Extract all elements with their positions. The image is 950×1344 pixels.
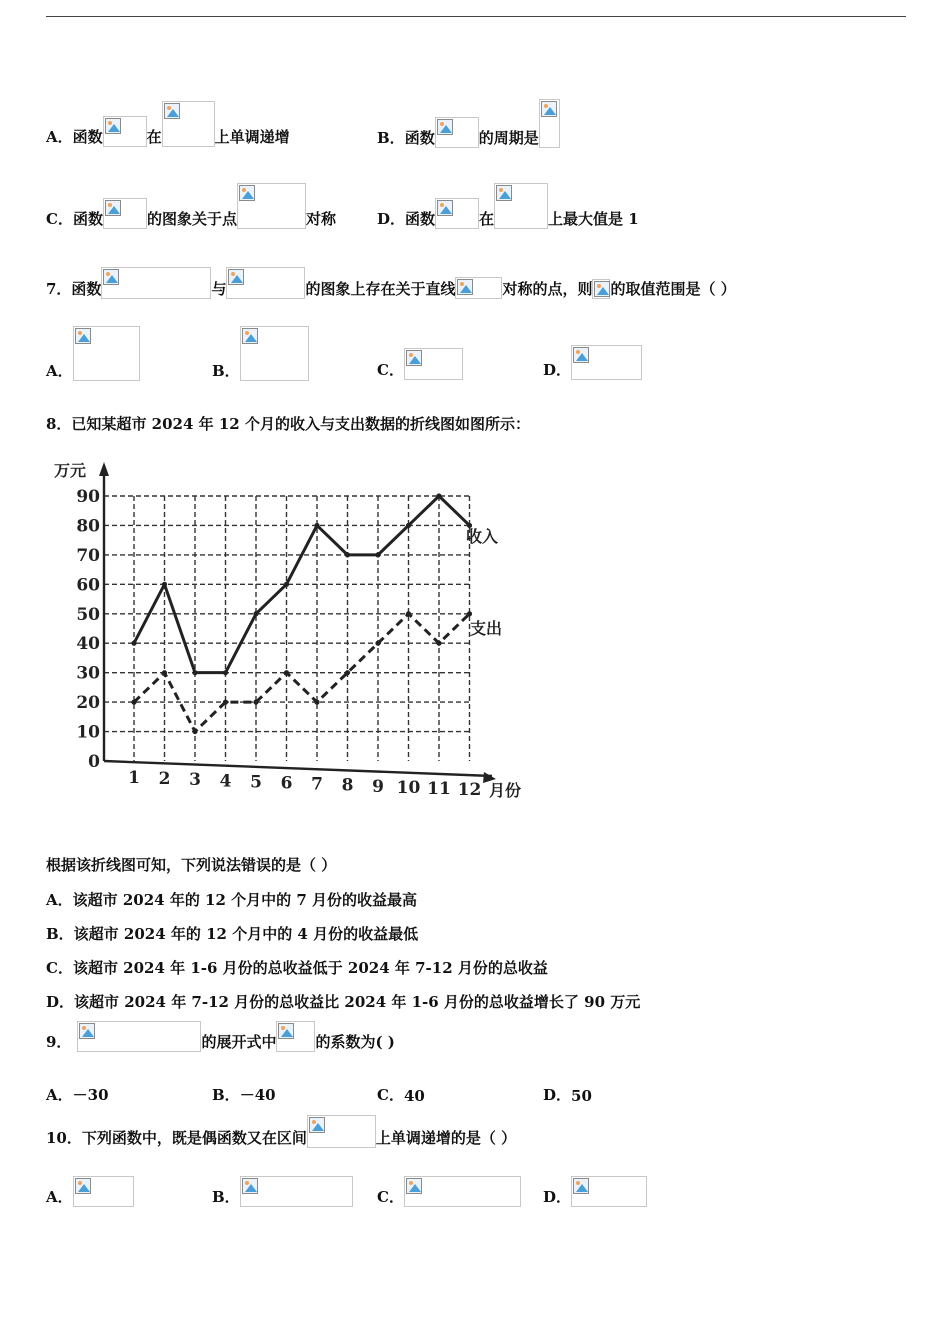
data-point — [162, 582, 167, 587]
data-point — [131, 641, 136, 646]
data-point — [314, 700, 319, 705]
q6-a-text-2: 在 — [146, 128, 162, 146]
y-tick-label: 30 — [76, 663, 100, 684]
x-tick-label: 1 — [128, 768, 140, 788]
x-tick-label: 2 — [158, 769, 171, 790]
x-tick-label: 11 — [427, 779, 451, 799]
q10-option-c — [377, 1176, 521, 1207]
q9-option-c — [377, 1084, 425, 1105]
q9-option-a — [46, 1084, 109, 1105]
formula-image-icon — [226, 267, 305, 299]
q6-a-text-1: 函数 — [72, 128, 103, 146]
data-point — [253, 700, 258, 705]
q9-b-label: B． — [212, 1086, 240, 1104]
q8-stem-text: 8．已知某超市 2024 年 12 个月的收入与支出数据的折线图如图所示： — [46, 415, 530, 433]
formula-image-icon — [404, 348, 463, 380]
x-tick-label: 6 — [280, 773, 293, 794]
q9-d-label: D． — [543, 1086, 572, 1104]
q9-stem — [46, 1021, 395, 1052]
formula-image-icon — [240, 1176, 353, 1207]
q6-c-text-2: 的图象关于点 — [146, 210, 237, 228]
q9-option-d — [543, 1084, 592, 1105]
formula-image-icon — [73, 326, 140, 381]
q10-text-2: 上单调递增的是（ ） — [375, 1129, 517, 1147]
formula-image-icon — [494, 183, 548, 229]
data-point — [284, 582, 289, 587]
q8-option-a-text: A．该超市 2024 年的 12 个月中的 7 月份的收益最高 — [46, 891, 418, 909]
data-point — [223, 700, 228, 705]
series-label: 支出 — [470, 619, 503, 638]
formula-image-icon — [103, 116, 147, 147]
q9-number: 9． — [46, 1033, 72, 1051]
q10-d-label: D． — [543, 1188, 572, 1206]
x-tick-label: 7 — [311, 774, 323, 795]
q6-c-text-3: 对称 — [305, 210, 336, 228]
q6-a-text-3: 上单调递增 — [214, 128, 290, 146]
q9-text-1: 的展开式中 — [201, 1033, 277, 1051]
data-point — [314, 523, 319, 528]
q6-a-label: A． — [46, 128, 73, 146]
q7-a-label: A． — [46, 362, 73, 380]
formula-image-icon — [455, 277, 502, 299]
formula-image-icon — [101, 267, 211, 299]
y-tick-label: 80 — [76, 516, 100, 537]
q6-option-d — [377, 183, 639, 229]
q8-option-b — [46, 923, 418, 944]
q9-option-b — [212, 1084, 276, 1105]
q6-option-a — [46, 101, 290, 147]
q10-c-label: C． — [377, 1188, 404, 1206]
y-tick-label: 70 — [76, 545, 100, 566]
q8-question-text: 根据该折线图可知，下列说法错误的是（ ） — [46, 856, 337, 874]
data-point — [253, 611, 258, 616]
formula-image-icon — [77, 1021, 201, 1052]
q8-stem — [46, 413, 530, 434]
q10-a-label: A． — [46, 1188, 73, 1206]
q9-a-label: A． — [46, 1086, 73, 1104]
q10-option-a — [46, 1176, 134, 1207]
q8-option-c-text: C．该超市 2024 年 1-6 月份的总收益低于 2024 年 7-12 月份的总收益 — [46, 959, 548, 977]
data-point — [467, 611, 472, 616]
q6-option-b — [377, 99, 560, 148]
data-point — [192, 729, 197, 734]
q10-option-d — [543, 1176, 647, 1207]
formula-image-icon — [237, 183, 306, 229]
formula-image-icon — [73, 1176, 134, 1207]
q9-b-value: －40 — [239, 1086, 276, 1104]
x-tick-label: 4 — [219, 771, 232, 792]
y-axis-arrow — [99, 462, 109, 476]
q7-text-4: 对称的点，则 — [502, 280, 593, 298]
q8-question — [46, 854, 336, 875]
y-tick-label: 90 — [76, 487, 100, 507]
formula-image-icon — [435, 198, 479, 229]
data-point — [131, 700, 136, 705]
q7-option-c — [377, 348, 463, 380]
q6-b-label: B． — [377, 129, 405, 147]
formula-image-icon — [539, 99, 560, 148]
q7-option-b — [212, 326, 309, 381]
header-rule — [46, 16, 906, 17]
q7-b-label: B． — [212, 362, 240, 380]
data-point — [436, 493, 441, 498]
y-tick-label: 20 — [76, 693, 100, 714]
data-point — [345, 552, 350, 557]
q8-option-d-text: D．该超市 2024 年 7-12 月份的总收益比 2024 年 1-6 月份的总收益增长了 90 万元 — [46, 993, 641, 1011]
formula-image-icon — [276, 1021, 315, 1052]
q6-option-c — [46, 183, 336, 229]
q10-text-1: 10．下列函数中，既是偶函数又在区间 — [46, 1129, 307, 1147]
income-expense-line-chart — [52, 456, 542, 811]
q6-c-text-1: 函数 — [72, 210, 103, 228]
data-point — [223, 670, 228, 675]
x-tick-label: 9 — [372, 776, 384, 797]
q7-c-label: C． — [377, 361, 404, 379]
q7-text-3: 的图象上存在关于直线 — [305, 280, 456, 298]
y-tick-label: 10 — [76, 722, 100, 743]
data-point — [406, 611, 411, 616]
data-point — [284, 670, 289, 675]
q9-d-value: 50 — [571, 1087, 592, 1105]
q7-text-2: 与 — [211, 280, 227, 298]
formula-image-icon — [571, 345, 642, 380]
q9-c-label: C． — [377, 1086, 404, 1104]
q7-option-d — [543, 345, 642, 380]
x-axis-label: 月份 — [489, 781, 522, 800]
q7-stem — [46, 267, 736, 299]
q8-option-b-text: B．该超市 2024 年的 12 个月中的 4 月份的收益最低 — [46, 925, 419, 943]
formula-image-icon — [240, 326, 309, 381]
q6-c-label: C． — [46, 210, 73, 228]
formula-image-icon — [592, 279, 610, 299]
q7-text-1: 7．函数 — [46, 280, 102, 298]
q6-d-text-2: 在 — [479, 210, 495, 228]
q8-option-a — [46, 889, 417, 910]
q10-b-label: B． — [212, 1188, 240, 1206]
q9-a-value: －30 — [72, 1086, 109, 1104]
y-tick-label: 50 — [76, 604, 100, 625]
x-tick-label: 12 — [457, 780, 482, 801]
y-tick-label: 0 — [88, 752, 100, 772]
y-axis-label: 万元 — [54, 461, 87, 480]
data-point — [436, 641, 441, 646]
q7-option-a — [46, 326, 140, 381]
y-tick-label: 60 — [76, 575, 100, 596]
x-tick-label: 8 — [341, 775, 354, 796]
formula-image-icon — [404, 1176, 521, 1207]
formula-image-icon — [435, 117, 479, 148]
q6-b-text-2: 的周期是 — [478, 129, 539, 147]
q6-d-text-1: 函数 — [405, 210, 436, 228]
q6-d-text-3: 上最大值是 1 — [548, 210, 639, 228]
data-point — [192, 670, 197, 675]
q6-d-label: D． — [377, 210, 406, 228]
x-tick-label: 5 — [250, 772, 262, 793]
data-point — [345, 670, 350, 675]
data-point — [375, 552, 380, 557]
data-point — [406, 523, 411, 528]
data-point — [375, 641, 380, 646]
y-tick-label: 40 — [76, 634, 100, 655]
formula-image-icon — [571, 1176, 647, 1207]
q10-option-b — [212, 1176, 353, 1207]
formula-image-icon — [307, 1115, 376, 1148]
q10-stem — [46, 1115, 516, 1148]
x-tick-label: 10 — [396, 777, 421, 798]
formula-image-icon — [103, 198, 147, 229]
q8-option-d — [46, 991, 640, 1012]
data-point — [162, 670, 167, 675]
q7-text-5: 的取值范围是（ ） — [610, 280, 736, 298]
q9-text-2: 的系数为( ) — [315, 1033, 395, 1051]
q6-b-text-1: 函数 — [404, 129, 435, 147]
x-tick-label: 3 — [189, 770, 201, 791]
q7-d-label: D． — [543, 361, 572, 379]
q9-c-value: 40 — [403, 1087, 425, 1105]
q8-option-c — [46, 957, 548, 978]
series-label: 收入 — [466, 527, 499, 546]
formula-image-icon — [162, 101, 215, 147]
